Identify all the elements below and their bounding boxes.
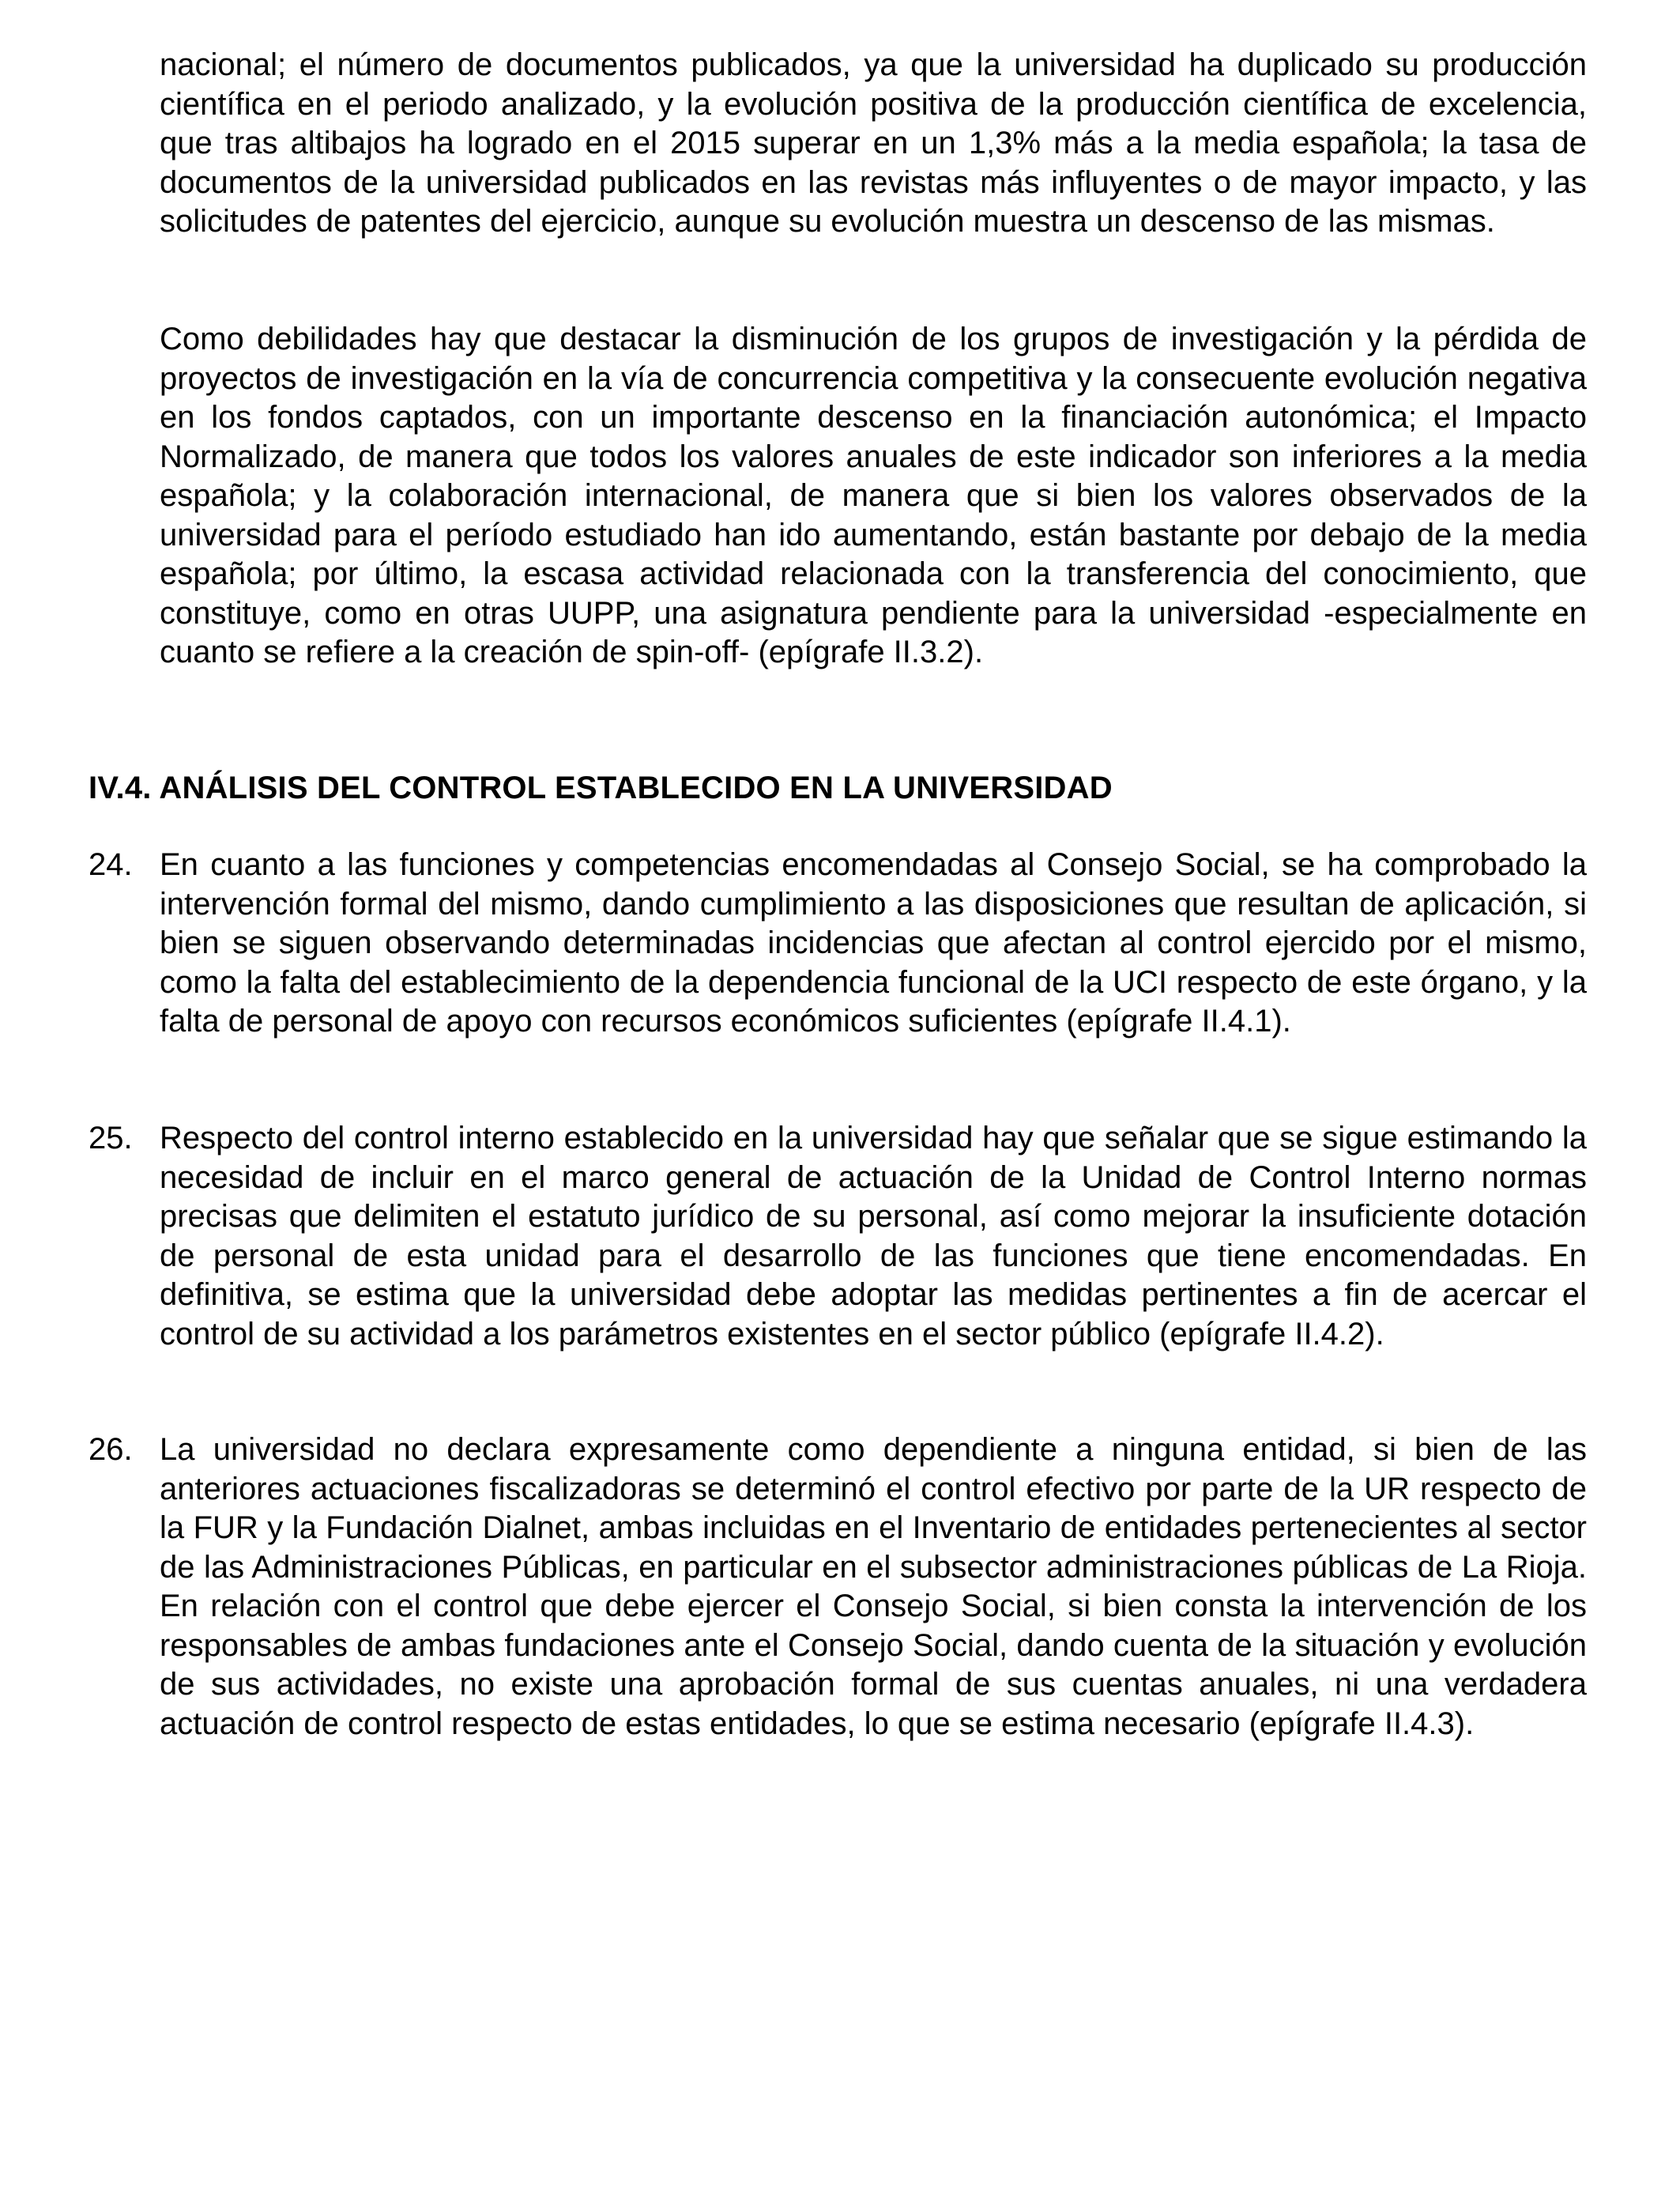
item-text: Respecto del control interno establecido en la universidad hay que señalar que se sigue estimando la necesidad de incluir en el marco general de actuación de la Unidad de Control Interno normas precisas que delimiten el estatuto jurídico de su personal, así como mejorar la insuficiente dotación de personal de esta unidad para el desarrollo de las funciones que tiene encomendadas. En definitiva, se estima que la universidad debe adoptar las medidas pertinentes a fin de acercar el control de su actividad a los parámetros existentes en el sector público (epígrafe II.4.2).: [160, 1121, 1587, 1351]
item-number: 25.: [89, 1121, 133, 1155]
section-heading: IV.4. ANÁLISIS DEL CONTROL ESTABLECIDO EN LA UNIVERSIDAD: [89, 771, 1113, 805]
item-number: 24.: [89, 847, 133, 882]
paragraph-strengths-continuation: nacional; el número de documentos publicados, ya que la universidad ha duplicado su producción científica en el periodo analizado, y la evolución positiva de la producción científica de excelencia, que tras altibajos ha logrado en el 2015 superar en un 1,3% más a la media española; la tasa de documentos de la universidad publicados en las revistas más influyentes o de mayor impacto, y las solicitudes de patentes del ejercicio, aunque su evolución muestra un descenso de las mismas.: [160, 47, 1587, 239]
item-text: La universidad no declara expresamente como dependiente a ninguna entidad, si bien de las anteriores actuaciones fiscalizadoras se determinó el control efectivo por parte de la UR respecto de la FUR y la Fundación Dialnet, ambas incluidas en el Inventario de entidades pertenecientes al sector de las Administraciones Públicas, en particular en el subsector administraciones públicas de La Rioja. En relación con el control que debe ejercer el Consejo Social, si bien consta la intervención de los responsables de ambas fundaciones ante el Consejo Social, dando cuenta de la situación y evolución de sus actividades, no existe una aprobación formal de sus cuentas anuales, ni una verdadera actuación de control respecto de estas entidades, lo que se estima necesario (epígrafe II.4.3).: [160, 1432, 1587, 1741]
item-number: 26.: [89, 1432, 133, 1467]
item-text: En cuanto a las funciones y competencias encomendadas al Consejo Social, se ha comprobado la intervención formal del mismo, dando cumplimiento a las disposiciones que resultan de aplicación, si bien se siguen observando determinadas incidencias que afectan al control ejercido por el mismo, como la falta del establecimiento de la dependencia funcional de la UCI respecto de este órgano, y la falta de personal de apoyo con recursos económicos suficientes (epígrafe II.4.1).: [160, 847, 1587, 1039]
paragraph-weaknesses: Como debilidades hay que destacar la disminución de los grupos de investigación y la pérdida de proyectos de investigación en la vía de concurrencia competitiva y la consecuente evolución negativa en los fondos captados, con un importante descenso en la financiación autonómica; el Impacto Normalizado, de manera que todos los valores anuales de este indicador son inferiores a la media española; y la colaboración internacional, de manera que si bien los valores observados de la universidad para el período estudiado han ido aumentando, están bastante por debajo de la media española; por último, la escasa actividad relacionada con la transferencia del conocimiento, que constituye, como en otras UUPP, una asignatura pendiente para la universidad -especialmente en cuanto se refiere a la creación de spin-off- (epígrafe II.3.2).: [160, 322, 1587, 669]
